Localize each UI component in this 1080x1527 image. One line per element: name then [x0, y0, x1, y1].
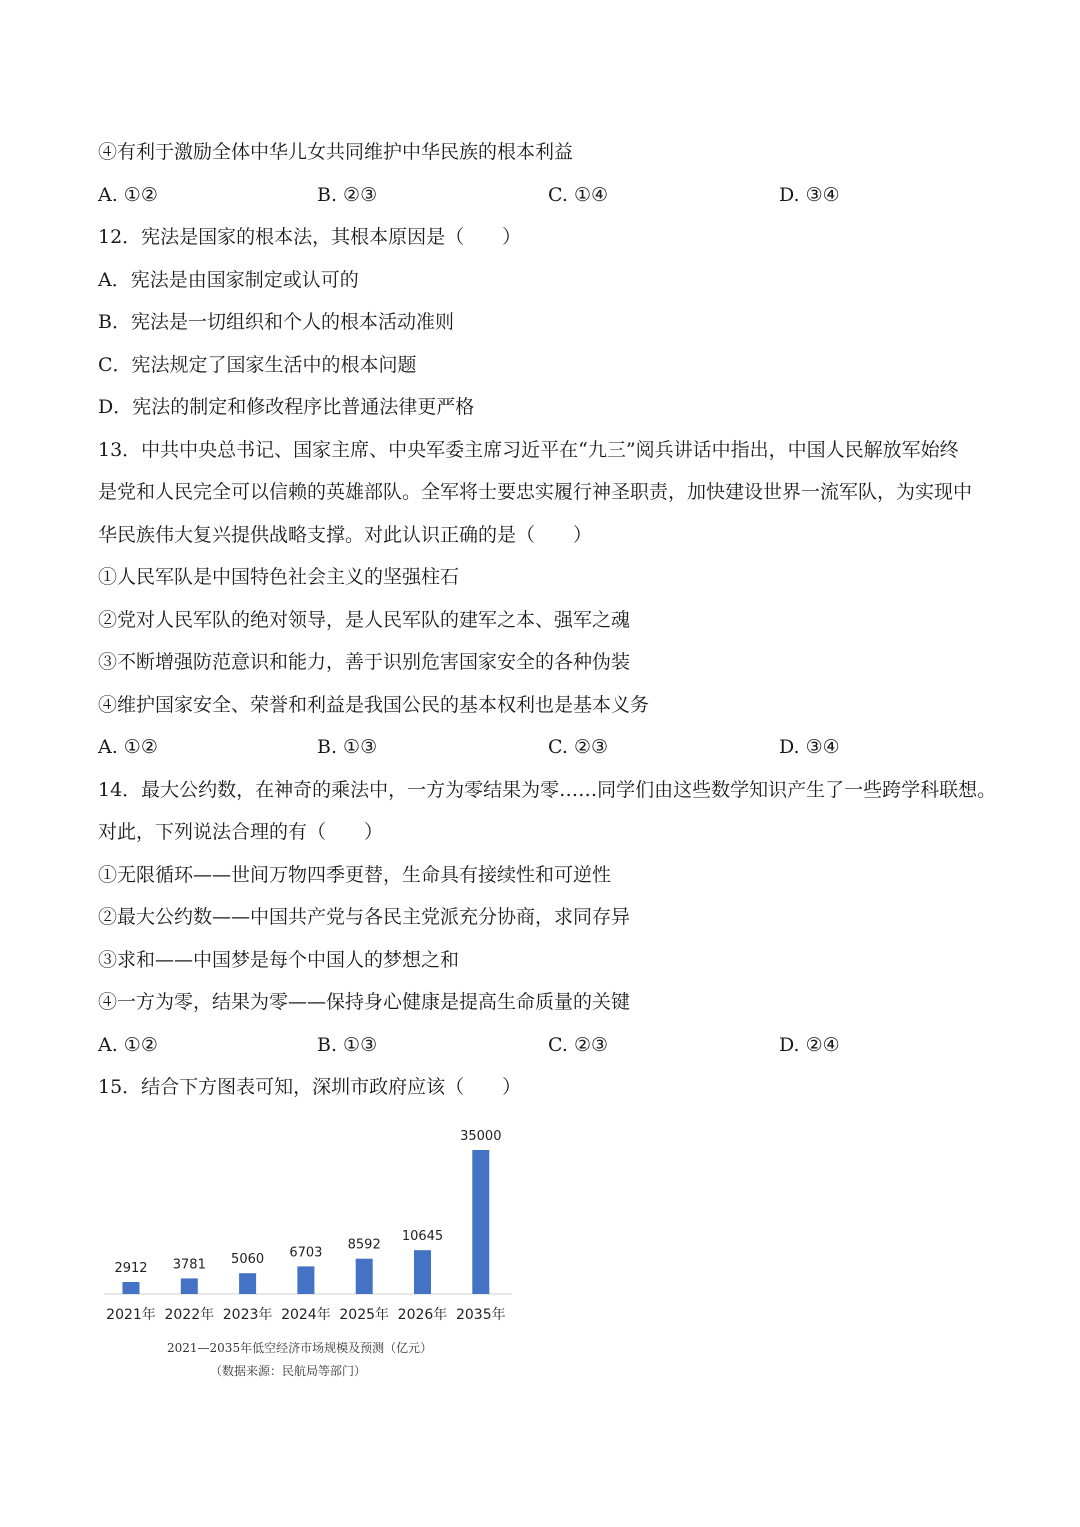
q14-statement-2: ②最大公约数——中国共产党与各民主党派充分协商，求同存异: [98, 906, 631, 928]
bar: [123, 1282, 140, 1294]
q13-stem-line-1: 13．中共中央总书记、国家主席、中央军委主席习近平在“九三”阅兵讲话中指出，中国人民解放军始终: [98, 439, 959, 461]
q11-option-c[interactable]: C. ①④: [548, 184, 609, 206]
q13-option-c[interactable]: C. ②③: [548, 736, 609, 758]
q11-option-a[interactable]: A. ①②: [98, 184, 158, 206]
q13-option-d[interactable]: D. ③④: [779, 736, 840, 758]
x-tick-label: 2022年: [164, 1307, 215, 1323]
x-tick-label: 2023年: [222, 1307, 273, 1323]
q13-statement-2: ②党对人民军队的绝对领导，是人民军队的建军之本、强军之魂: [98, 609, 631, 631]
q14-option-a[interactable]: A. ①②: [98, 1034, 158, 1056]
x-tick-label: 2025年: [339, 1307, 390, 1323]
bar-value-label: 2912: [114, 1261, 148, 1276]
bar: [239, 1273, 256, 1294]
bar-value-label: 10645: [401, 1229, 444, 1245]
bar-value-label: 35000: [460, 1129, 502, 1144]
q12-choice-c[interactable]: C．宪法规定了国家生活中的根本问题: [98, 354, 417, 376]
bar-value-label: 3781: [172, 1257, 206, 1273]
q13-statement-4: ④维护国家安全、荣誉和利益是我国公民的基本权利也是基本义务: [98, 694, 650, 716]
bar: [297, 1266, 314, 1294]
q12-choice-a[interactable]: A．宪法是由国家制定或认可的: [98, 269, 359, 291]
q12-stem: 12．宪法是国家的根本法，其根本原因是（ ）: [98, 226, 522, 248]
q13-statement-1: ①人民军队是中国特色社会主义的坚强柱石: [98, 566, 460, 588]
q14-statement-4: ④一方为零，结果为零——保持身心健康是提高生命质量的关键: [98, 991, 631, 1013]
q14-stem-line-2: 对此，下列说法合理的有（ ）: [98, 821, 384, 843]
q14-option-c[interactable]: C. ②③: [548, 1034, 609, 1056]
q13-option-a[interactable]: A. ①②: [98, 736, 158, 758]
q13-stem-line-2: 是党和人民完全可以信赖的英雄部队。全军将士要忠实履行神圣职责，加快建设世界一流军队，为实现中: [98, 481, 973, 503]
chart-title: 2021—2035年低空经济市场规模及预测（亿元）: [167, 1341, 433, 1355]
q13-option-b[interactable]: B. ①③: [317, 736, 378, 758]
q11-statement-4: ④有利于激励全体中华儿女共同维护中华民族的根本利益: [98, 141, 574, 163]
q14-statement-1: ①无限循环——世间万物四季更替，生命具有接续性和可逆性: [98, 864, 612, 886]
q14-option-d[interactable]: D. ②④: [779, 1034, 840, 1056]
q14-stem-line-1: 14．最大公约数，在神奇的乘法中，一方为零结果为零……同学们由这些数学知识产生了一些跨学科联想。: [98, 779, 997, 801]
q11-option-b[interactable]: B. ②③: [317, 184, 378, 206]
bar-value-label: 8592: [347, 1237, 381, 1253]
x-tick-label: 2021年: [106, 1307, 156, 1323]
bar: [472, 1150, 489, 1294]
q14-option-b[interactable]: B. ①③: [317, 1034, 378, 1056]
x-tick-label: 2024年: [281, 1307, 331, 1323]
bar-chart-svg: [100, 1120, 520, 1350]
x-tick-label: 2026年: [397, 1307, 448, 1323]
x-tick-label: 2035年: [455, 1307, 506, 1323]
q13-stem-line-3: 华民族伟大复兴提供战略支撑。对此认识正确的是（ ）: [98, 524, 593, 546]
bar: [356, 1259, 373, 1294]
bar: [181, 1278, 198, 1294]
q11-option-d[interactable]: D. ③④: [779, 184, 840, 206]
q14-statement-3: ③求和——中国梦是每个中国人的梦想之和: [98, 949, 460, 971]
q12-choice-b[interactable]: B．宪法是一切组织和个人的根本活动准则: [98, 311, 454, 333]
bar: [414, 1250, 431, 1294]
bar-value-label: 6703: [289, 1245, 323, 1261]
q12-choice-d[interactable]: D．宪法的制定和修改程序比普通法律更严格: [98, 396, 475, 418]
bar-value-label: 5060: [231, 1252, 265, 1268]
chart-subtitle: （数据来源：民航局等部门）: [210, 1364, 367, 1378]
q13-statement-3: ③不断增强防范意识和能力，善于识别危害国家安全的各种伪装: [98, 651, 631, 673]
q15-stem: 15．结合下方图表可知，深圳市政府应该（ ）: [98, 1076, 522, 1098]
